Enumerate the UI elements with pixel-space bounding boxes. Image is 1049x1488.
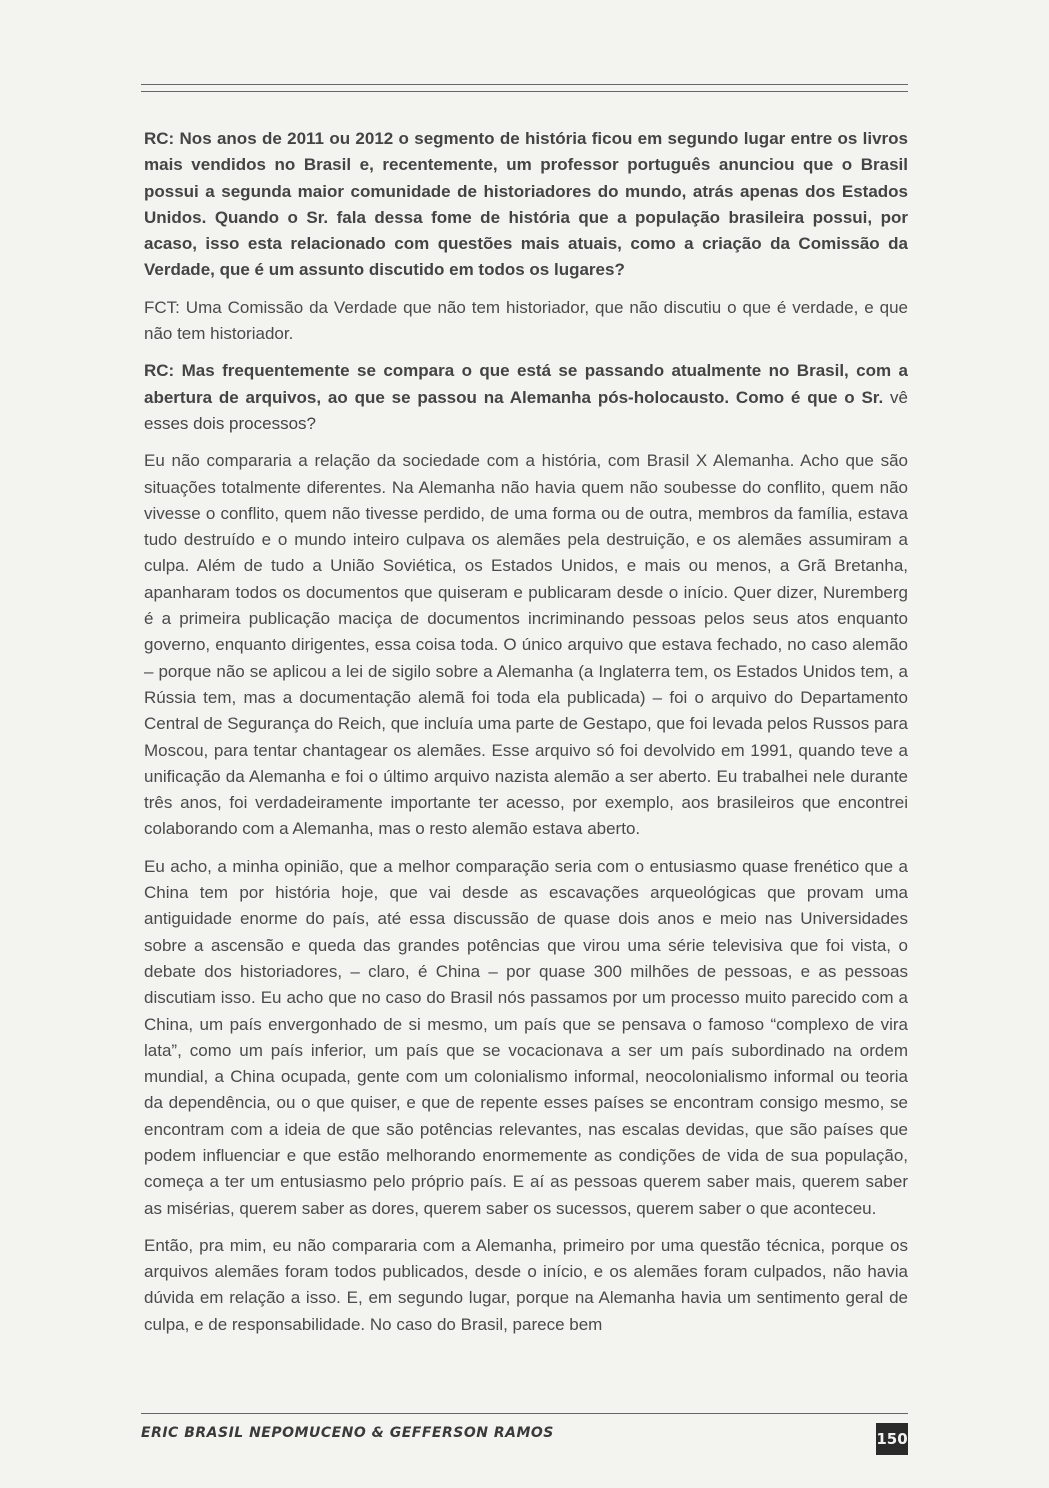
footer-rule bbox=[141, 1413, 908, 1414]
question-paragraph bbox=[144, 358, 908, 437]
footer-authors: ERIC BRASIL NEPOMUCENO & GEFFERSON RAMOS bbox=[141, 1425, 554, 1441]
body-text bbox=[144, 126, 908, 1404]
question-bold-text: RC: Mas frequentemente se compara o que está se passando atualmente no Brasil, com a abertura de arquivos, ao que se passou na Alemanha pós-holocausto. Como é que o Sr. bbox=[144, 361, 908, 407]
answer-paragraph: Eu acho, a minha opinião, que a melhor comparação seria com o entusiasmo quase frenético que a China tem por história hoje, que vai desde as escavações arqueológicas que provam uma antiguidade enorme do país, até essa discussão de quase dois anos e meio nas Universidades sobre a ascensão e queda das grandes potências que virou uma série televisiva que foi vista, o debate dos historiadores, – claro, é China – por quase 300 milhões de pessoas, e as pessoas discutiam isso. Eu acho que no caso do Brasil nós passamos por um processo muito parecido com a China, um país envergonhado de si mesmo, um país que se pensava o famoso “complexo de vira lata”, como um país inferior, um país que se vocacionava a ser um país subordinado na ordem mundial, a China ocupada, gente com um colonialismo informal, neocolonialismo informal ou teoria da dependência, ou o que quiser, e que de repente esses países se encontram consigo mesmo, se encontram com a ideia de que são potências relevantes, nas escalas devidas, que são países que podem influenciar e que estão melhorando enormemente as condições de vida de sua população, começa a ter um entusiasmo pelo próprio país. E aí as pessoas querem saber mais, querem saber as misérias, querem saber as dores, querem saber os sucessos, querem saber o que aconteceu. bbox=[144, 856, 908, 1218]
header-double-rule bbox=[141, 84, 908, 92]
answer-paragraph: Eu não compararia a relação da sociedade com a história, com Brasil X Alemanha. Acho que são situações totalmente diferentes. Na Alemanha não havia quem não soubesse do conflito, quem não vivesse o conflito, quem não tivesse perdido, de uma forma ou de outra, membros da família, estava tudo destruído e o mundo inteiro culpava os alemães pela destruição, e os alemães assumiram a culpa. Além de tudo a União Soviética, os Estados Unidos, e mais ou menos, a Grã Bretanha, apanharam todos os documentos que quiseram e publicaram desde o início. Quer dizer, Nuremberg é a primeira publicação maciça de documentos incriminando pessoas pelos seus atos enquanto governo, enquanto dirigentes, essa coisa toda. O único arquivo que estava fechado, no caso alemão – porque não se aplicou a lei de sigilo sobre a Alemanha (a Inglaterra tem, os Estados Unidos tem, a Rússia tem, mas a documentação alemã foi toda ela publicada) – foi o arquivo do Departamento Central de Segurança do Reich, que incluía uma parte de Gestapo, que foi levada pelos Russos para Moscou, para tentar chantagear os alemães. Esse arquivo só foi devolvido em 1991, quando teve a unificação da Alemanha e foi o último arquivo nazista alemão a ser aberto. Eu trabalhei nele durante três anos, foi verdadeiramente importante ter acesso, por exemplo, aos brasileiros que encontrei colaborando com a Alemanha, mas o resto alemão estava aberto. bbox=[144, 451, 908, 839]
question-plain-text: vê esses dois processos? bbox=[144, 387, 908, 433]
answer-paragraph: FCT: Uma Comissão da Verdade que não tem historiador, que não discutiu o que é verdade, e que não tem historiador. bbox=[144, 297, 908, 344]
page-number: 150 bbox=[876, 1423, 908, 1455]
answer-paragraph: Então, pra mim, eu não compararia com a Alemanha, primeiro por uma questão técnica, porque os arquivos alemães foram todos publicados, desde o início, e os alemães foram culpados, não havia dúvida em relação a isso. E, em segundo lugar, porque na Alemanha havia um sentimento geral de culpa, e de responsabilidade. No caso do Brasil, parece bem bbox=[144, 1235, 908, 1334]
question-paragraph: RC: Nos anos de 2011 ou 2012 o segmento de história ficou em segundo lugar entre os livros mais vendidos no Brasil e, recentemente, um professor português anunciou que o Brasil possui a segunda maior comunidade de historiadores do mundo, atrás apenas dos Estados Unidos. Quando o Sr. fala dessa fome de história que a população brasileira possui, por acaso, isso esta relacionado com questões mais atuais, como a criação da Comissão da Verdade, que é um assunto discutido em todos os lugares? bbox=[144, 129, 908, 280]
